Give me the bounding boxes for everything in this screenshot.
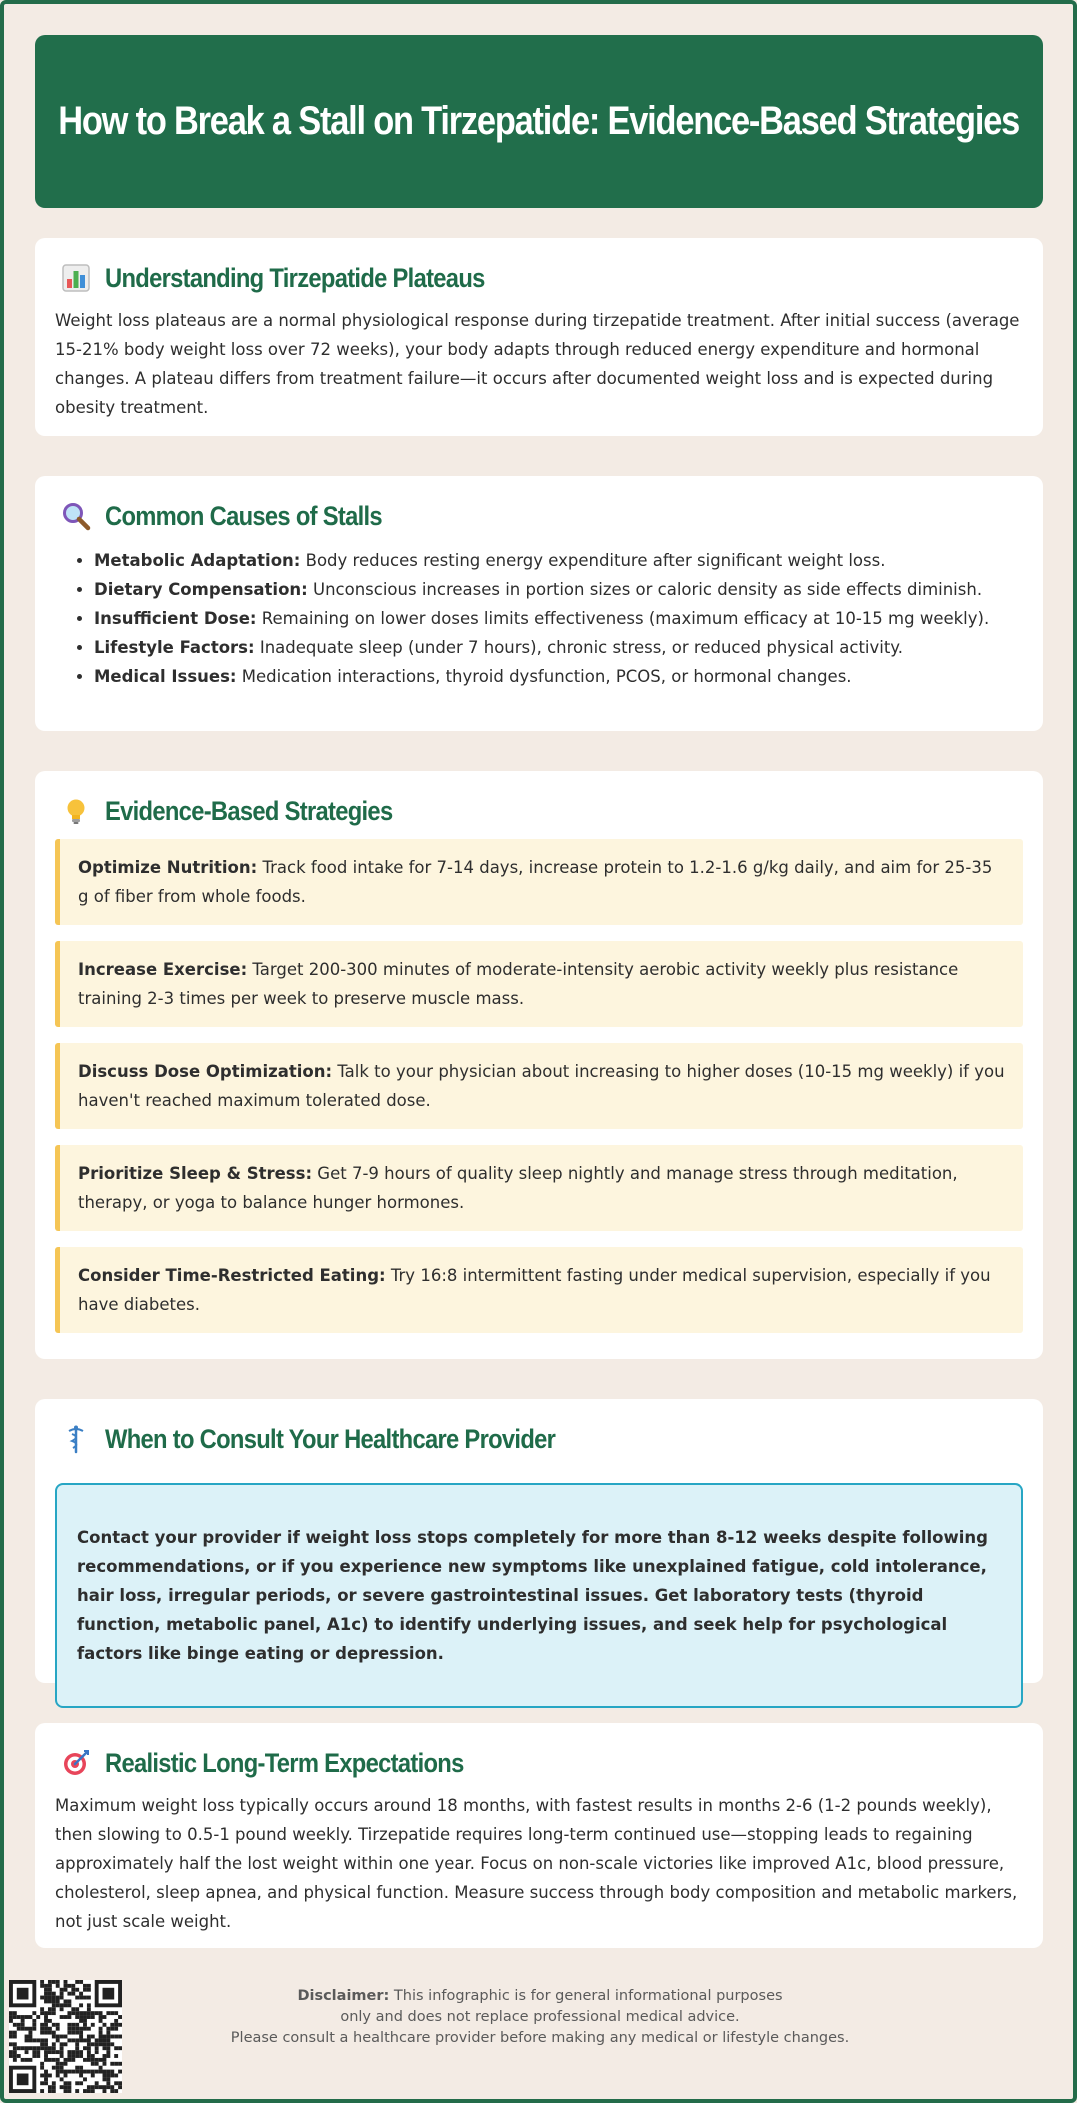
strategy-text: Talk to your physician about increasing to higher doses (10-15 mg weekly) if you haven't reached maximum tolerated dose. xyxy=(78,1062,1005,1110)
causes-heading xyxy=(55,496,1023,536)
cause-text: Unconscious increases in portion sizes or caloric density as side effects diminish. xyxy=(307,580,983,599)
lightbulb-icon xyxy=(59,794,93,828)
strategies-section xyxy=(35,771,1043,1359)
expectations-section xyxy=(35,1723,1043,1948)
strategy-item xyxy=(55,941,1023,1027)
strategies-heading xyxy=(55,791,1023,831)
strategy-item xyxy=(55,1043,1023,1129)
plateaus-title: Understanding Tirzepatide Plateaus xyxy=(105,262,485,293)
cause-text: Remaining on lower doses limits effectiveness (maximum efficacy at 10-15 mg weekly). xyxy=(256,609,990,628)
strategy-item xyxy=(55,1145,1023,1231)
disclaimer-line-2: only and does not replace professional medical advice. xyxy=(340,2009,740,2025)
plateaus-section xyxy=(35,238,1043,436)
magnifying-glass-icon xyxy=(59,499,93,533)
page-title: How to Break a Stall on Tirzepatide: Evidence-Based Strategies xyxy=(58,99,1020,143)
cause-label: Lifestyle Factors: xyxy=(94,638,255,657)
strategy-text: Track food intake for 7-14 days, increase protein to 1.2-1.6 g/kg daily, and aim for 25-35 g of fiber from whole foods. xyxy=(78,858,993,906)
strategy-item xyxy=(55,1247,1023,1333)
consult-heading xyxy=(55,1419,1023,1459)
plateaus-text: Weight loss plateaus are a normal physiological response during tirzepatide treatment. After initial success (average 15-21% body weight loss over 72 weeks), your body adapts through reduced energy expenditure and hormonal changes. A plateau differs from treatment failure—it occurs after documented weight loss and is expected during obesity treatment. xyxy=(55,311,1020,417)
disclaimer-text-1: This infographic is for general informational purposes xyxy=(389,1988,783,2004)
strategy-label: Discuss Dose Optimization: xyxy=(78,1062,333,1081)
list-item xyxy=(94,575,1023,604)
strategy-text: Try 16:8 intermittent fasting under medical supervision, especially if you have diabetes. xyxy=(78,1266,991,1314)
strategy-label: Increase Exercise: xyxy=(78,960,248,979)
consult-text: Contact your provider if weight loss stops completely for more than 8-12 weeks despite following recommendations, or if you experience new symptoms like unexplained fatigue, cold intolerance, hair loss, irregular periods, or severe gastrointestinal issues. Get laboratory tests (thyroid function, metabolic panel, A1c) to identify underlying issues, and seek help for psychological factors like binge eating or depression. xyxy=(77,1528,988,1663)
bar-chart-icon xyxy=(59,261,93,295)
consult-callout xyxy=(55,1483,1023,1708)
target-icon xyxy=(59,1746,93,1780)
causes-list xyxy=(55,546,1023,691)
strategy-label: Consider Time-Restricted Eating: xyxy=(78,1266,386,1285)
causes-title: Common Causes of Stalls xyxy=(105,500,382,531)
cause-text: Medication interactions, thyroid dysfunction, PCOS, or hormonal changes. xyxy=(236,667,852,686)
qr-code-image xyxy=(9,1980,122,2093)
strategies-title: Evidence-Based Strategies xyxy=(105,795,393,826)
disclaimer-label: Disclaimer: xyxy=(297,1988,390,2004)
causes-section xyxy=(35,476,1043,731)
strategy-text: Target 200-300 minutes of moderate-intensity aerobic activity weekly plus resistance training 2-3 times per week to preserve muscle mass. xyxy=(78,960,959,1008)
expectations-text: Maximum weight loss typically occurs around 18 months, with fastest results in months 2-6 (1-2 pounds weekly), then slowing to 0.5-1 pound weekly. Tirzepatide requires long-term continued use—stopping leads to regaining approximately half the lost weight within one year. Focus on non-scale victories like improved A1c, blood pressure, cholesterol, sleep apnea, and physical function. Measure success through body composition and metabolic markers, not just scale weight. xyxy=(55,1796,1018,1931)
cause-text: Inadequate sleep (under 7 hours), chronic stress, or reduced physical activity. xyxy=(254,638,903,657)
consult-title: When to Consult Your Healthcare Provider xyxy=(105,1423,556,1454)
plateaus-heading xyxy=(55,258,1023,298)
cause-text: Body reduces resting energy expenditure after significant weight loss. xyxy=(300,551,886,570)
consult-section xyxy=(35,1399,1043,1683)
disclaimer-line-1 xyxy=(180,1986,900,2007)
cause-label: Metabolic Adaptation: xyxy=(94,551,301,570)
cause-label: Medical Issues: xyxy=(94,667,237,686)
list-item xyxy=(94,633,1023,662)
list-item xyxy=(94,546,1023,575)
strategy-text: Get 7-9 hours of quality sleep nightly and manage stress through meditation, therapy, or yoga to balance hunger hormones. xyxy=(78,1164,958,1212)
cause-label: Dietary Compensation: xyxy=(94,580,308,599)
expectations-title: Realistic Long-Term Expectations xyxy=(105,1747,464,1778)
disclaimer xyxy=(180,1986,900,2049)
disclaimer-line-3: Please consult a healthcare provider before making any medical or lifestyle changes. xyxy=(230,2030,850,2046)
list-item xyxy=(94,604,1023,633)
list-item xyxy=(94,662,1023,691)
caduceus-icon xyxy=(59,1422,93,1456)
page-header xyxy=(35,35,1043,208)
expectations-heading xyxy=(55,1743,1023,1783)
strategy-label: Optimize Nutrition: xyxy=(78,858,258,877)
strategy-label: Prioritize Sleep & Stress: xyxy=(78,1164,313,1183)
strategy-item xyxy=(55,839,1023,925)
cause-label: Insufficient Dose: xyxy=(94,609,257,628)
